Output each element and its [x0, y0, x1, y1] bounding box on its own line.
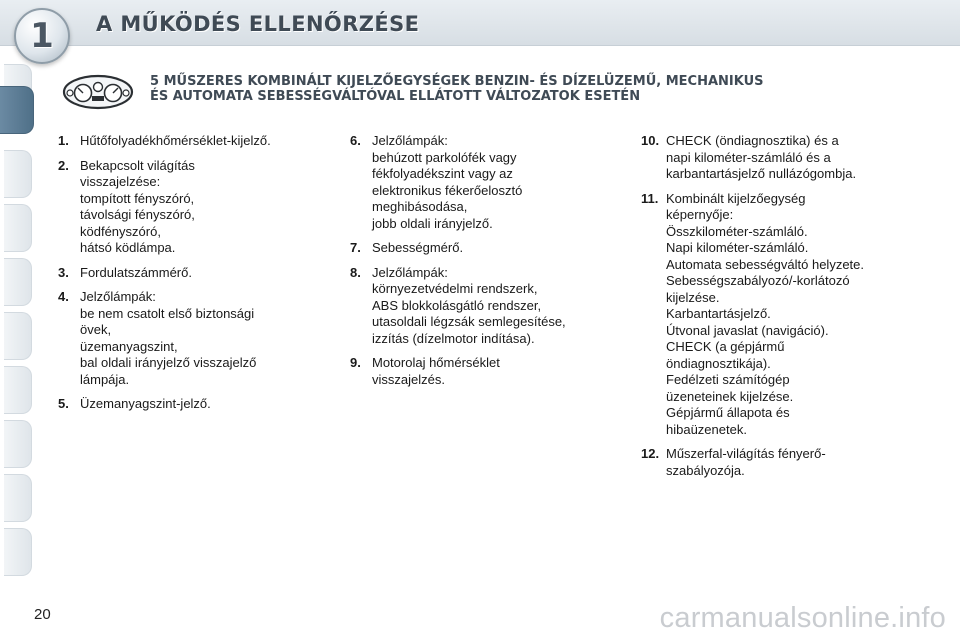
list-item: [350, 133, 620, 232]
list-item: [58, 158, 318, 257]
item-number: 10.: [641, 133, 660, 148]
items-column-3: [641, 133, 931, 487]
page-number: 20: [34, 606, 51, 623]
item-text: Bekapcsolt világítás visszajelzése: tompított fényszóró, távolsági fényszóró, ködfényszóró, hátsó ködlámpa.: [80, 157, 195, 255]
item-text: Hűtőfolyadékhőmérséklet-kijelző.: [80, 133, 271, 148]
chapter-tab[interactable]: [4, 312, 32, 360]
item-number: 1.: [58, 133, 69, 148]
list-item: [641, 446, 931, 479]
instrument-cluster-icon: [62, 72, 134, 110]
chapter-number: 1: [30, 16, 54, 56]
chapter-tab[interactable]: [4, 258, 32, 306]
item-text: Jelzőlámpák: be nem csatolt első biztonsági övek, üzemanyagszint, bal oldali irányjelző visszajelző lámpája.: [80, 289, 257, 387]
item-text: Motorolaj hőmérséklet visszajelzés.: [372, 355, 500, 387]
item-text: Jelzőlámpák: környezetvédelmi rendszerk, ABS blokkolásgátló rendszer, utasoldali légzsák semlegesítése, izzítás (dízelmotor indítása).: [372, 264, 566, 346]
chapter-tab[interactable]: [4, 474, 32, 522]
items-column-2: [350, 133, 620, 396]
chapter-tab[interactable]: [4, 366, 32, 414]
list-item: [641, 191, 931, 439]
item-number: 7.: [350, 240, 361, 255]
section-heading: [150, 74, 930, 104]
item-text: Sebességmérő.: [372, 240, 464, 255]
watermark: carmanualsonline.info: [659, 602, 946, 634]
list-item: [58, 396, 318, 413]
item-number: 11.: [641, 190, 659, 206]
item-number: 3.: [58, 264, 69, 280]
chapter-tab-strip: [0, 64, 34, 576]
item-number: 6.: [350, 133, 361, 148]
item-text: CHECK (öndiagnosztika) és a napi kilométer-számláló és a karbantartásjelző nullázógombja.: [666, 133, 857, 181]
item-text: Fordulatszámmérő.: [80, 264, 192, 280]
chapter-badge: [14, 8, 70, 64]
chapter-tab[interactable]: [4, 420, 32, 468]
item-number: 4.: [58, 289, 69, 304]
list-item: [350, 240, 620, 257]
item-text: Jelzőlámpák: behúzott parkolófék vagy fékfolyadékszint vagy az elektronikus fékerőelosztó meghibásodása, jobb oldali irányjelző.: [372, 133, 523, 231]
item-number: 2.: [58, 157, 69, 173]
item-number: 12.: [641, 446, 660, 461]
list-item: [58, 289, 318, 388]
item-number: 5.: [58, 396, 69, 411]
list-item: [58, 133, 318, 150]
items-column-1: [58, 133, 318, 421]
list-item: [641, 133, 931, 183]
section-heading-line-1: 5 MŰSZERES KOMBINÁLT KIJELZŐEGYSÉGEK BENZIN- ÉS DÍZELÜZEMŰ, MECHANIKUS: [150, 74, 764, 89]
item-text: Kombinált kijelzőegység képernyője: Összkilométer-számláló. Napi kilométer-számláló. Automata sebességváltó helyzete. Sebességszabályozó/-korlátozó kijelzése. Karbantartásjelző. Útvonal javaslat (navigáció). CHECK (a gépjármű öndiagnosztikája). Fedélzeti számítógép üzeneteinek kijelzése. Gépjármű állapota és hibaüzenetek.: [666, 190, 865, 437]
list-item: [58, 265, 318, 282]
chapter-tab-active[interactable]: [0, 86, 34, 134]
item-number: 9.: [350, 355, 361, 370]
chapter-tab[interactable]: [4, 150, 32, 198]
item-number: 8.: [350, 264, 361, 280]
section-heading-line-2: ÉS AUTOMATA SEBESSÉGVÁLTÓVAL ELLÁTOTT VÁLTOZATOK ESETÉN: [150, 89, 641, 104]
list-item: [350, 265, 620, 348]
item-text: Műszerfal-világítás fényerő- szabályozója.: [666, 446, 826, 478]
list-item: [350, 355, 620, 388]
chapter-tab[interactable]: [4, 528, 32, 576]
chapter-tab[interactable]: [4, 204, 32, 252]
item-text: Üzemanyagszint-jelző.: [80, 396, 211, 411]
chapter-title: A MŰKÖDÉS ELLENŐRZÉSE: [96, 12, 420, 36]
